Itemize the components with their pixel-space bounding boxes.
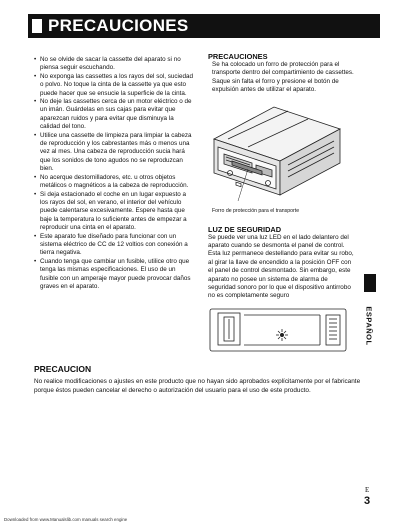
page-title: PRECAUCIONES [48, 16, 189, 35]
precautions-list [34, 56, 194, 291]
language-tab [356, 296, 382, 356]
list-item: • Si deja estacionado el coche en un lugar expuesto a los rayos del sol, en verano, el interior del vehículo puede calentarse excesivamente. Espere hasta que baje la temperatura lo suficiente antes de empezar a reproducir una cinta en el aparato. [34, 191, 194, 233]
panel-illustration [208, 305, 348, 355]
section-title-bar [28, 14, 380, 38]
heading-caution: PRECAUCION [34, 364, 92, 374]
heading-security-light: LUZ DE SEGURIDAD [208, 224, 282, 234]
list-item: • No se olvide de sacar la cassette del aparato si no piensa seguir escuchando. [34, 56, 194, 73]
caution-section [34, 364, 364, 395]
security-light-text: Se puede ver una luz LED en el lado delantero del aparato cuando se desmonta el panel de control. Esta luz permanece destellando para evitar su robo, al girar la llave de encendido a la posición OFF con el panel de control desmontado. Sin embargo, este aparato no posee un sistema de alarma de seguridad sonoro por lo que el dispositivo antirrobo no es completamente seguro [208, 233, 354, 300]
unit-front-drawing [208, 305, 348, 355]
caution-text: No realice modificaciones o ajustes en este producto que no hayan sido aprobados explícitamente por el fabricante porque éstos pueden cancelar el derecho o autorización del usuario para el uso de este producto. [34, 378, 361, 394]
left-column [34, 56, 194, 291]
list-item: • No exponga las cassettes a los rayos del sol, suciedad o polvo. No toque la cinta de la cassette ya que esto puede hacer que se ensucie la superficie de la cinta. [34, 73, 194, 98]
list-item: • Utilice una cassette de limpieza para limpiar la cabeza de reproducción y los cabrestantes más o menos una vez al mes. Una cabeza de reproducción sucia hará que los sonidos de tono agudos no se reproduzcan bien. [34, 132, 194, 174]
transport-liner-text: Se ha colocado un forro de protección para el transporte dentro del compartimiento de cassettes. Saque sin falta el forro y presione el botón de expulsión antes de utilizar el aparato. [212, 61, 354, 94]
cassette-unit-drawing [208, 99, 346, 207]
list-item: • Este aparato fue diseñado para funcionar con un sistema eléctrico de CC de 12 voltios con conexión a tierra negativa. [34, 233, 194, 258]
list-item: • No acerque destornilladores, etc. u otros objetos metálicos o magnéticos a la cabeza de reproducción. [34, 174, 194, 191]
list-item: • Cuando tenga que cambiar un fusible, utilice otro que tenga las mismas especificaciones. El uso de un fusible con un amperaje mayor puede provocar daños graves en el aparato. [34, 258, 194, 292]
page-number: 3 [364, 495, 371, 507]
title-marker [32, 19, 42, 33]
figure-caption: Forro de protección para el transporte [212, 207, 300, 214]
section-tab-marker [364, 274, 376, 292]
unit-illustration [208, 99, 346, 207]
heading-precauciones: PRECAUCIONES [208, 52, 268, 61]
download-footer: Downloaded from www.Manualslib.com manuals search engine [4, 517, 128, 522]
right-column [208, 52, 356, 355]
list-item: • No deje las cassettes cerca de un motor eléctrico o de un imán. Guárdelas en sus cajas para evitar que aparezcan ruidos y para evitar que disminuya la calidad del tono. [34, 98, 194, 132]
language-label: ESPAÑOL [364, 306, 374, 346]
page-language-letter: E [365, 486, 370, 494]
